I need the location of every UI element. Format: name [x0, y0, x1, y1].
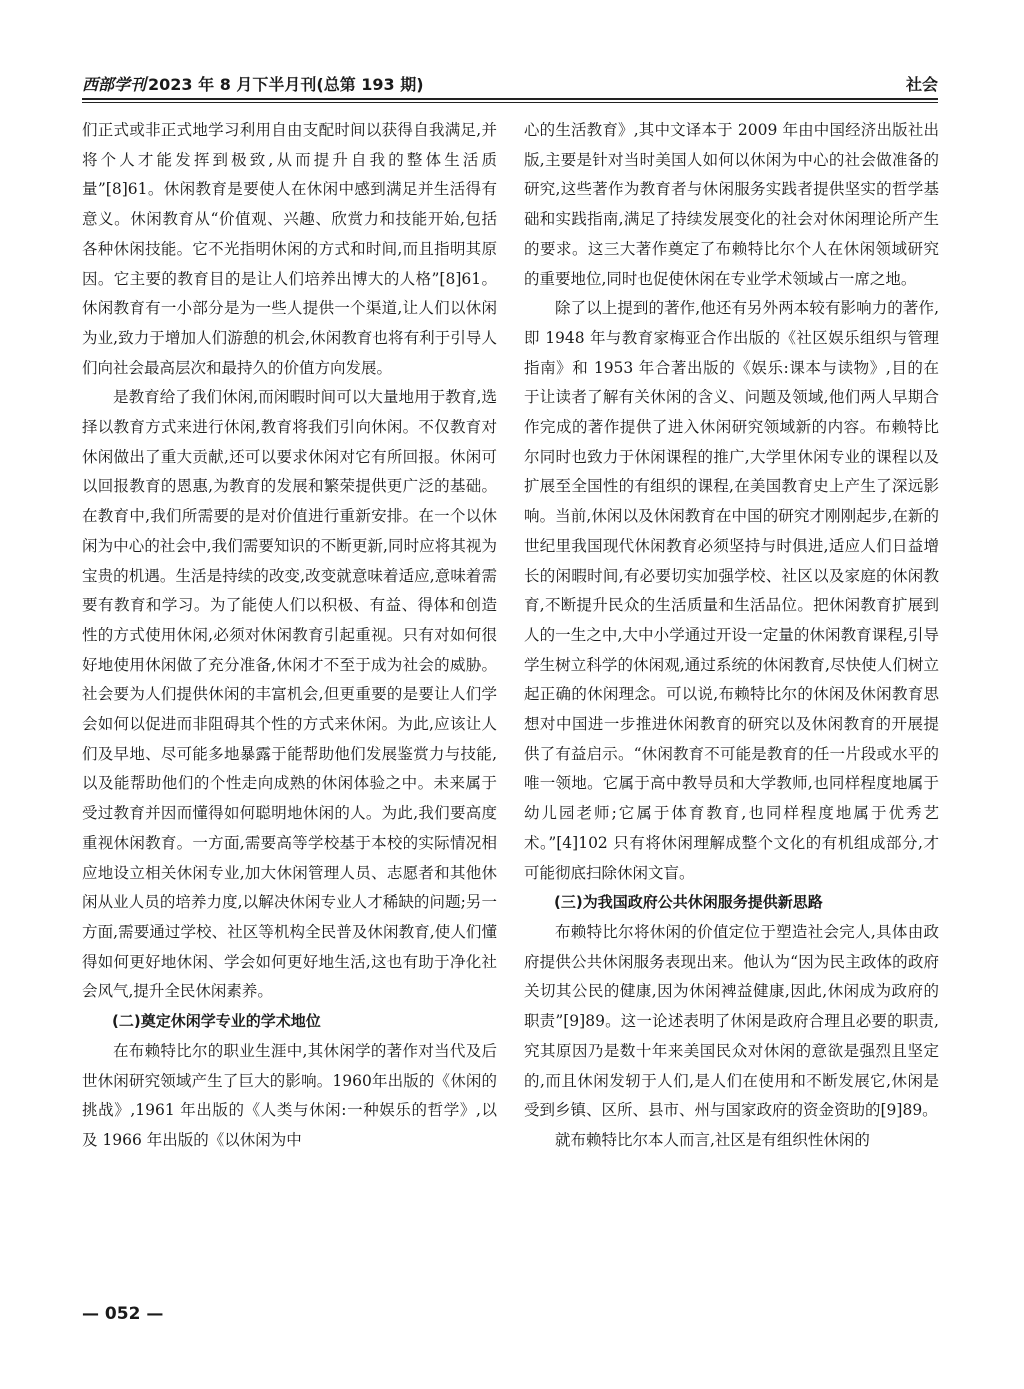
paragraph: 们正式或非正式地学习利用自由支配时间以获得自我满足,并将个人才能发挥到极致,从而提升自我的整体生活质量”[8]61。休闲教育是要使人在休闲中感到满足并生活得有意义。休闲教育从“价值观、兴趣、欣赏力和技能开始,包括各种休闲技能。它不光指明休闲的方式和时间,而且指明其原因。它主要的教育目的是让人们培养出博大的人格”[8]61。休闲教育有一小部分是为一些人提供一个渠道,让人们以休闲为业,致力于增加人们游憩的机会,休闲教育也将有利于引导人们向社会最高层次和最持久的价值方向发展。 [82, 121, 497, 377]
section-heading: (二)奠定休闲学专业的学术地位 [112, 1012, 321, 1031]
paragraph: 在布赖特比尔的职业生涯中,其休闲学的著作对当代及后世休闲研究领域产生了巨大的影响。1960年出版的《休闲的挑战》,1961 年出版的《人类与休闲:一种娱乐的哲学》,以及 1966 年出版的《以休闲为中 [82, 1041, 497, 1149]
section-name: 社会 [905, 75, 938, 94]
paragraph: 是教育给了我们休闲,而闲暇时间可以大量地用于教育,选择以教育方式来进行休闲,教育将我们引向休闲。不仅教育对休闲做出了重大贡献,还可以要求休闲对它有所回报。休闲可以回报教育的恩惠,为教育的发展和繁荣提供更广泛的基础。在教育中,我们所需要的是对价值进行重新安排。在一个以休闲为中心的社会中,我们需要知识的不断更新,同时应将其视为宝贵的机遇。生活是持续的改变,改变就意味着适应,意味着需要有教育和学习。为了能使人们以积极、有益、得体和创造性的方式使用休闲,必须对休闲教育引起重视。只有对如何很好地使用休闲做了充分准备,休闲才不至于成为社会的威胁。社会要为人们提供休闲的丰富机会,但更重要的是要让人们学会如何以促进而非阻碍其个性的方式来休闲。为此,应该让人们及早地、尽可能多地暴露于能帮助他们发展鉴赏力与技能,以及能帮助他们的个性走向成熟的休闲体验之中。未来属于受过教育并因而懂得如何聪明地休闲的人。为此,我们要高度重视休闲教育。一方面,需要高等学校基于本校的实际情况相应地设立相关休闲专业,加大休闲管理人员、志愿者和其他休闲从业人员的培养力度,以解决休闲专业人才稀缺的问题;另一方面,需要通过学校、社区等机构全民普及休闲教育,使人们懂得如何更好地休闲、学会如何更好地生活,这也有助于净化社会风气,提升全民休闲素养。 [82, 388, 497, 1001]
journal-logo: 西部学刊 [82, 75, 147, 94]
paragraph: 就布赖特比尔本人而言,社区是有组织性休闲的 [555, 1130, 870, 1149]
page-number: — 052 — [82, 1304, 164, 1324]
left-column [82, 116, 497, 1156]
running-header [82, 70, 938, 100]
paragraph: 除了以上提到的著作,他还有另外两本较有影响力的著作,即 1948 年与教育家梅亚合作出版的《社区娱乐组织与管理指南》和 1953 年合著出版的《娱乐:课本与读物》,目的在于让读者了解有关休闲的含义、问题及领域,他们两人早期合作完成的著作提供了进入休闲研究领域新的内容。布赖特比尔同时也致力于休闲课程的推广,大学里休闲专业的课程以及扩展至全国性的有组织的课程,在美国教育史上产生了深远影响。当前,休闲以及休闲教育在中国的研究才刚刚起步,在新的世纪里我国现代休闲教育必须坚持与时俱进,适应人们日益增长的闲暇时间,有必要切实加强学校、社区以及家庭的休闲教育,不断提升民众的生活质量和生活品位。把休闲教育扩展到人的一生之中,大中小学通过开设一定量的休闲教育课程,引导学生树立科学的休闲观,通过系统的休闲教育,尽快使人们树立起正确的休闲理念。可以说,布赖特比尔的休闲及休闲教育思想对中国进一步推进休闲教育的研究以及休闲教育的开展提供了有益启示。“休闲教育不可能是教育的任一片段或水平的唯一领地。它属于高中教导员和大学教师,也同样程度地属于幼儿园老师;它属于体育教育,也同样程度地属于优秀艺术。”[4]102 只有将休闲理解成整个文化的有机组成部分,才可能彻底扫除休闲文盲。 [524, 299, 939, 882]
section-heading: (三)为我国政府公共休闲服务提供新思路 [554, 893, 823, 912]
journal-info [82, 72, 424, 95]
header-rule-thin [82, 102, 938, 103]
right-column [524, 116, 939, 1156]
paragraph: 心的生活教育》,其中文译本于 2009 年由中国经济出版社出版,主要是针对当时美国人如何以休闲为中心的社会做准备的研究,这些著作为教育者与休闲服务实践者提供坚实的哲学基础和实践指南,满足了持续发展变化的社会对休闲理论所产生的要求。这三大著作奠定了布赖特比尔个人在休闲领域研究的重要地位,同时也促使休闲在专业学术领域占一席之地。 [524, 121, 939, 288]
issue-info: 2023 年 8 月下半月刊(总第 193 期) [148, 75, 424, 94]
paragraph: 布赖特比尔将休闲的价值定位于塑造社会完人,具体由政府提供公共休闲服务表现出来。他认为“因为民主政体的政府关切其公民的健康,因为休闲裨益健康,因此,休闲成为政府的职责”[9]89。这一论述表明了休闲是政府合理且必要的职责,究其原因乃是数十年来美国民众对休闲的意欲是强烈且坚定的,而且休闲发轫于人们,是人们在使用和不断发展它,休闲是受到乡镇、区所、县市、州与国家政府的资金资助的[9]89。 [524, 922, 939, 1120]
header-rule [82, 98, 938, 100]
